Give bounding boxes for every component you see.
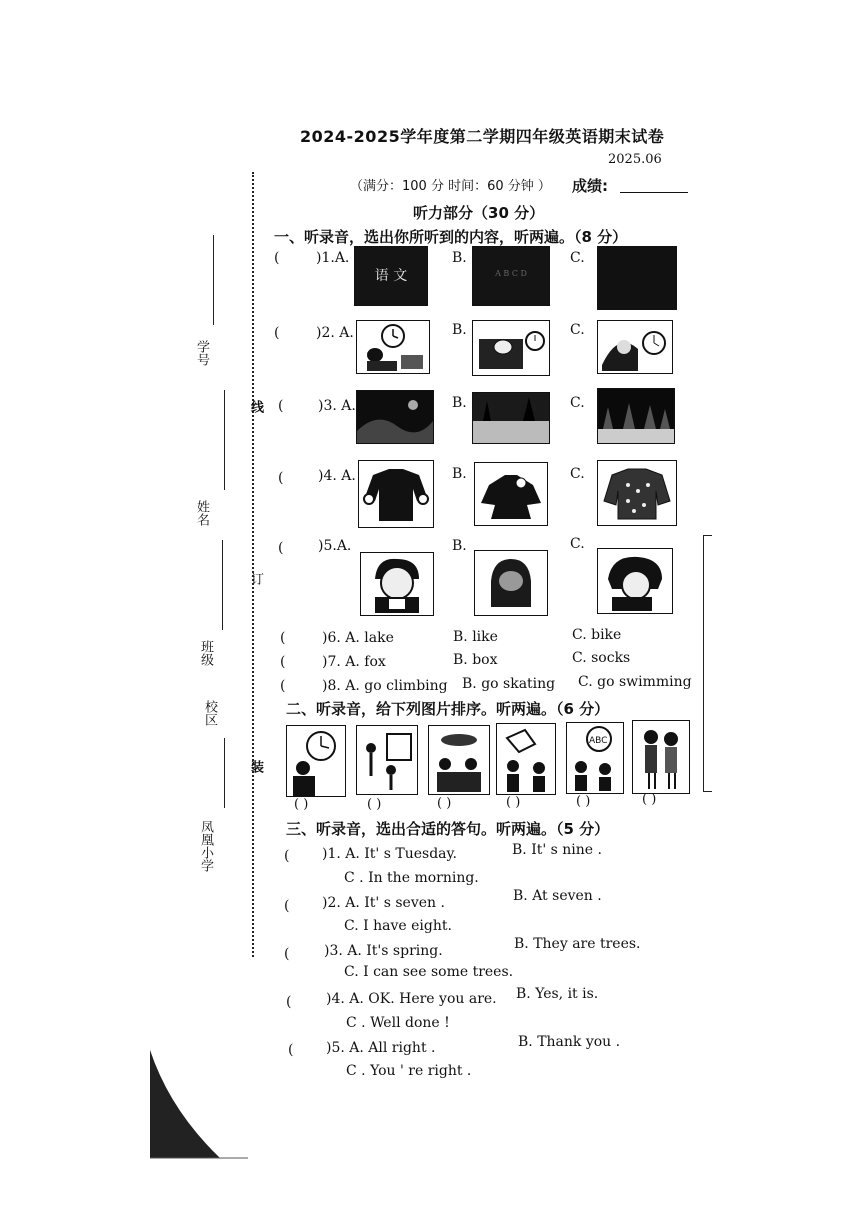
s3-q4-paren[interactable]: ( [286, 994, 292, 1010]
s3-q3-paren[interactable]: ( [284, 946, 290, 962]
q4-label: )4. A. [318, 468, 356, 484]
score-blank[interactable] [620, 192, 688, 193]
right-bracket [703, 535, 712, 792]
s2-paren-3[interactable]: ( ) [437, 796, 452, 811]
q4-option-c-sweater[interactable] [597, 460, 677, 526]
binding-dotted-line [252, 172, 254, 957]
q3-option-c-forest[interactable] [597, 388, 675, 444]
q2-option-c-girl-bed[interactable] [597, 320, 673, 374]
s2-pic-2-teacher-board[interactable] [356, 725, 418, 795]
q1-c-label: C. [570, 250, 585, 266]
s3-q2-b[interactable]: B. At seven . [513, 888, 602, 904]
q8-a[interactable]: )8. A. go climbing [322, 678, 448, 694]
s3-q4-c[interactable]: C . Well done ! [346, 1015, 450, 1031]
q1-a-text: 语 文 [374, 268, 408, 284]
q1-b-text: A B C D [495, 269, 527, 278]
s3-q4-a[interactable]: )4. A. OK. Here you are. [326, 991, 497, 1007]
s3-q1-a[interactable]: )1. A. It' s Tuesday. [322, 846, 458, 862]
s3-q5-a[interactable]: )5. A. All right . [326, 1040, 436, 1056]
s3-q2-c[interactable]: C. I have eight. [344, 918, 452, 934]
label-number: 学号 [194, 340, 209, 366]
q3-c-label: C. [570, 395, 585, 411]
label-class: 班级 [198, 640, 213, 666]
q7-a[interactable]: )7. A. fox [322, 654, 386, 670]
q4-c-label: C. [570, 466, 585, 482]
section2-title: 二、听录音，给下列图片排序。听两遍。（6 分） [286, 700, 610, 718]
s3-q4-b[interactable]: B. Yes, it is. [516, 986, 599, 1002]
s2-pic-3-kids-table[interactable] [428, 725, 490, 795]
q1-option-c-math-book[interactable] [597, 246, 677, 310]
bind-mark-staple: 订 [248, 572, 263, 585]
q1-paren[interactable]: ( [274, 250, 280, 266]
q6-paren[interactable]: ( [280, 630, 286, 646]
q3-option-a-autumn[interactable] [356, 390, 434, 444]
q5-label: )5.A. [318, 538, 352, 554]
s3-q5-c[interactable]: C . You ' re right . [346, 1063, 472, 1079]
q3-paren[interactable]: ( [278, 398, 284, 414]
q8-b[interactable]: B. go skating [462, 676, 556, 692]
blank-class[interactable] [222, 540, 223, 630]
q6-b[interactable]: B. like [453, 629, 498, 645]
q1-b-label: B. [452, 250, 467, 266]
s3-q2-a[interactable]: )2. A. It' s seven . [322, 895, 445, 911]
exam-date: 2025.06 [608, 152, 662, 167]
q3-b-label: B. [452, 395, 467, 411]
bind-mark-line: 线 [248, 400, 263, 413]
s2-paren-1[interactable]: ( ) [294, 797, 309, 812]
q5-option-c-boy-sad[interactable] [597, 548, 673, 614]
s2-pic-6-girls[interactable] [632, 720, 690, 794]
s3-q5-paren[interactable]: ( [288, 1042, 294, 1058]
label-campus: 校区 [202, 700, 217, 726]
section3-title: 三、听录音，选出合适的答句。听两遍。（5 分） [286, 820, 610, 838]
q5-paren[interactable]: ( [278, 540, 284, 556]
q5-option-b-boy-tired[interactable] [474, 550, 548, 616]
q5-c-label: C. [570, 536, 585, 552]
exam-title: 2024-2025学年度第二学期四年级英语期末试卷 [300, 127, 665, 146]
q5-option-a-boy-hungry[interactable] [360, 552, 434, 616]
q5-b-label: B. [452, 538, 467, 554]
q2-option-b-boy-sleeping[interactable] [472, 320, 550, 376]
q3-label: )3. A. [318, 398, 356, 414]
q7-b[interactable]: B. box [453, 652, 498, 668]
q6-c[interactable]: C. bike [572, 627, 622, 643]
s2-pic-5-abc[interactable] [566, 722, 624, 794]
s3-q3-b[interactable]: B. They are trees. [514, 936, 641, 952]
label-school: 凤凰小学 [198, 820, 213, 872]
s3-q5-b[interactable]: B. Thank you . [518, 1034, 621, 1050]
q4-option-b-coat[interactable] [474, 462, 548, 526]
s3-q1-paren[interactable]: ( [284, 848, 290, 864]
q2-option-a-boy-clock[interactable] [356, 320, 430, 374]
blank-campus[interactable] [224, 738, 225, 808]
q4-b-label: B. [452, 466, 467, 482]
s2-paren-6[interactable]: ( ) [642, 792, 657, 807]
page-corner-curl [150, 1050, 250, 1160]
q2-label: )2. A. [316, 325, 354, 341]
s3-q1-b[interactable]: B. It' s nine . [512, 842, 602, 858]
q2-paren[interactable]: ( [274, 325, 280, 341]
blank-name[interactable] [224, 390, 225, 490]
part-title: 听力部分（30 分） [413, 204, 545, 222]
s2-pic-1-clock[interactable] [286, 725, 346, 797]
s3-q3-c[interactable]: C. I can see some trees. [344, 964, 514, 980]
q6-a[interactable]: )6. A. lake [322, 630, 394, 646]
s2-paren-4[interactable]: ( ) [506, 795, 521, 810]
s2-paren-2[interactable]: ( ) [367, 797, 382, 812]
q7-paren[interactable]: ( [280, 654, 286, 670]
section1-title: 一、听录音，选出你所听到的内容，听两遍。（8 分） [274, 228, 628, 246]
score-label: 成绩: [572, 177, 608, 195]
q1-label: )1.A. [316, 250, 350, 266]
q8-c[interactable]: C. go swimming [578, 674, 692, 690]
q7-c[interactable]: C. socks [572, 650, 631, 666]
q2-b-label: B. [452, 322, 467, 338]
svg-text:ABC: ABC [589, 736, 608, 746]
s2-paren-5[interactable]: ( ) [576, 794, 591, 809]
q4-paren[interactable]: ( [278, 470, 284, 486]
q4-option-a-shirt[interactable] [358, 460, 434, 528]
bind-mark-fold: 装 [248, 760, 263, 773]
q8-paren[interactable]: ( [280, 678, 286, 694]
q2-c-label: C. [570, 322, 585, 338]
s3-q2-paren[interactable]: ( [284, 898, 290, 914]
exam-meta: （满分：100 分 时间：60 分钟 ） [350, 179, 551, 194]
s2-pic-4-kids-talk[interactable] [496, 723, 556, 795]
q1-option-b-english-book[interactable] [472, 246, 550, 306]
s3-q3-a[interactable]: )3. A. It's spring. [324, 943, 443, 959]
s3-q1-c[interactable]: C . In the morning. [344, 870, 479, 886]
blank-number[interactable] [213, 235, 214, 325]
q3-option-b-winter[interactable] [472, 392, 550, 444]
q1-option-a-chinese-book[interactable] [354, 246, 428, 306]
label-name: 姓名 [194, 500, 209, 526]
